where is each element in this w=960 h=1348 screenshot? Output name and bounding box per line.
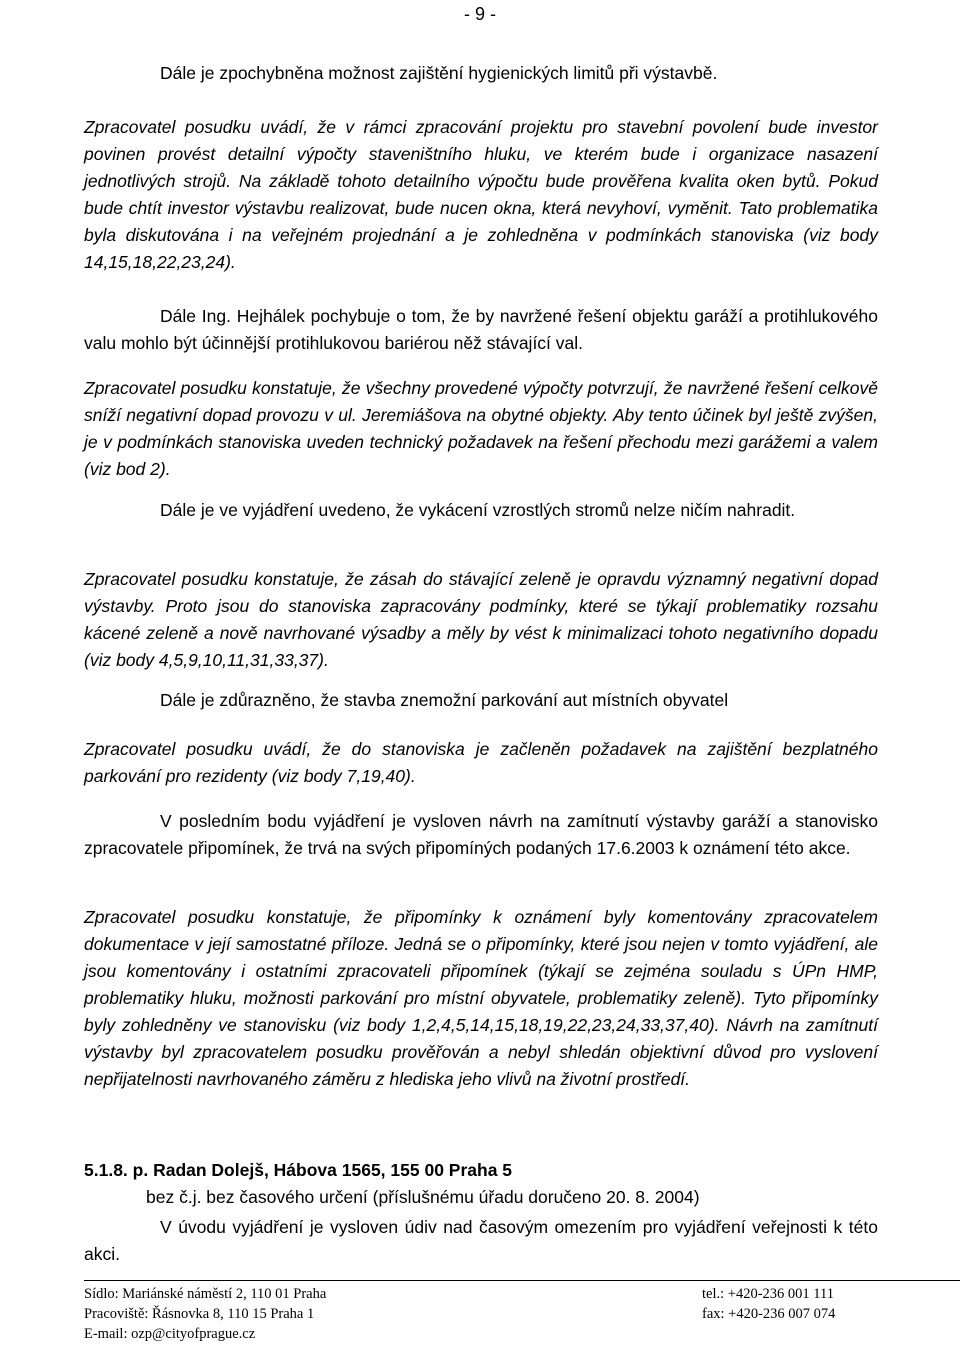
footer-sidlo: Sídlo: Mariánské náměstí 2, 110 01 Praha bbox=[84, 1286, 327, 1302]
paragraph-response-parking: Zpracovatel posudku uvádí, že do stanoviska je začleněn požadavek na zajištění bezplatného parkování pro rezidenty (viz body 7,19,40). bbox=[84, 739, 878, 786]
footer-fax: fax: +420-236 007 074 bbox=[702, 1306, 836, 1322]
paragraph-response-construction-noise: Zpracovatel posudku uvádí, že v rámci zpracování projektu pro stavební povolení bude investor povinen provést detailní výpočty staveništního hluku, ve kterém bude i organizace nasazení jednotlivých strojů. Na základě tohoto detailního výpočtu bude prověřena kvalita oken bytů. Pokud bude chtít investor výstavbu realizovat, bude nucen okna, která nevyhoví, vyměnit. Tato problematika byla diskutována i na veřejném projednání a je zohledněna v podmínkách stanoviska (viz body 14,15,18,22,23,24). bbox=[84, 117, 878, 272]
section-subline: bez č.j. bez časového určení (příslušnému úřadu doručeno 20. 8. 2004) bbox=[146, 1187, 700, 1207]
section-name: Radan Dolejš, Hábova 1565, 155 00 Praha 5 bbox=[153, 1160, 513, 1180]
paragraph-objection-garages: Dále Ing. Hejhálek pochybuje o tom, že by navržené řešení objektu garáží a protihlukového valu mohlo být účinnější protihlukovou bariérou něž stávající val. bbox=[84, 306, 878, 353]
section-number: 5.1.8. p. bbox=[84, 1160, 149, 1180]
footer-tel: tel.: +420-236 001 111 bbox=[702, 1286, 834, 1302]
footer-email: E-mail: ozp@cityofprague.cz bbox=[84, 1326, 256, 1342]
paragraph-response-greenery: Zpracovatel posudku konstatuje, že zásah do stávající zeleně je opravdu významný negativní dopad výstavby. Proto jsou do stanoviska zapracovány podmínky, které se týkají problematiky rozsahu kácené zeleně a nově navrhované výsadby a měly by vést k minimalizaci tohoto negativního dopadu (viz body 4,5,9,10,11,31,33,37). bbox=[84, 569, 878, 670]
paragraph-hygiene-limits: Dále je zpochybněna možnost zajištění hygienických limitů při výstavbě. bbox=[160, 63, 718, 83]
paragraph-time-limit: V úvodu vyjádření je vysloven údiv nad časovým omezením pro vyjádření veřejnosti k této akci. bbox=[84, 1217, 878, 1264]
footer-contacts bbox=[702, 1284, 835, 1324]
footer-divider bbox=[84, 1280, 960, 1281]
paragraph-objection-rejection: V posledním bodu vyjádření je vysloven návrh na zamítnutí výstavby garáží a stanovisko zpracovatele připomínek, že trvá na svých připomíných podaných 17.6.2003 k oznámení této akce. bbox=[84, 811, 878, 858]
paragraph-response-noise-barrier: Zpracovatel posudku konstatuje, že všechny provedené výpočty potvrzují, že navržené řešení celkově sníží negativní dopad provozu v ul. Jeremiášova na obytné objekty. Aby tento účinek byl ještě zvýšen, je v podmínkách stanoviska uveden technický požadavek na řešení přechodu mezi garážemi a valem (viz bod 2). bbox=[84, 378, 878, 479]
page-number: - 9 - bbox=[464, 4, 497, 24]
paragraph-response-comments: Zpracovatel posudku konstatuje, že připomínky k oznámení byly komentovány zpracovatelem dokumentace v její samostatné příloze. Jedná se o připomínky, které jsou nejen v tomto vyjádření, ale jsou komentovány i ostatními zpracovateli připomínek (týkají se zejména souladu s ÚPn HMP, problematiky hluku, možnosti parkování pro místní obyvatele, problematiky zeleně). Tyto připomínky byly zohledněny ve stanovisku (viz body 1,2,4,5,14,15,18,19,22,23,24,33,37,40). Návrh na zamítnutí výstavby byl zpracovatelem posudku prověřován a nebyl shledán objektivní důvod pro vyslovení nepřijatelnosti navrhovaného záměru z hlediska jeho vlivů na životní prostředí. bbox=[84, 907, 878, 1089]
paragraph-objection-trees: Dále je ve vyjádření uvedeno, že vykácení vzrostlých stromů nelze ničím nahradit. bbox=[160, 500, 796, 520]
footer-address bbox=[84, 1284, 326, 1344]
section-heading bbox=[84, 1157, 512, 1184]
paragraph-objection-parking: Dále je zdůrazněno, že stavba znemožní parkování aut místních obyvatel bbox=[160, 690, 729, 710]
footer-pracoviste: Pracoviště: Řásnovka 8, 110 15 Praha 1 bbox=[84, 1306, 315, 1322]
